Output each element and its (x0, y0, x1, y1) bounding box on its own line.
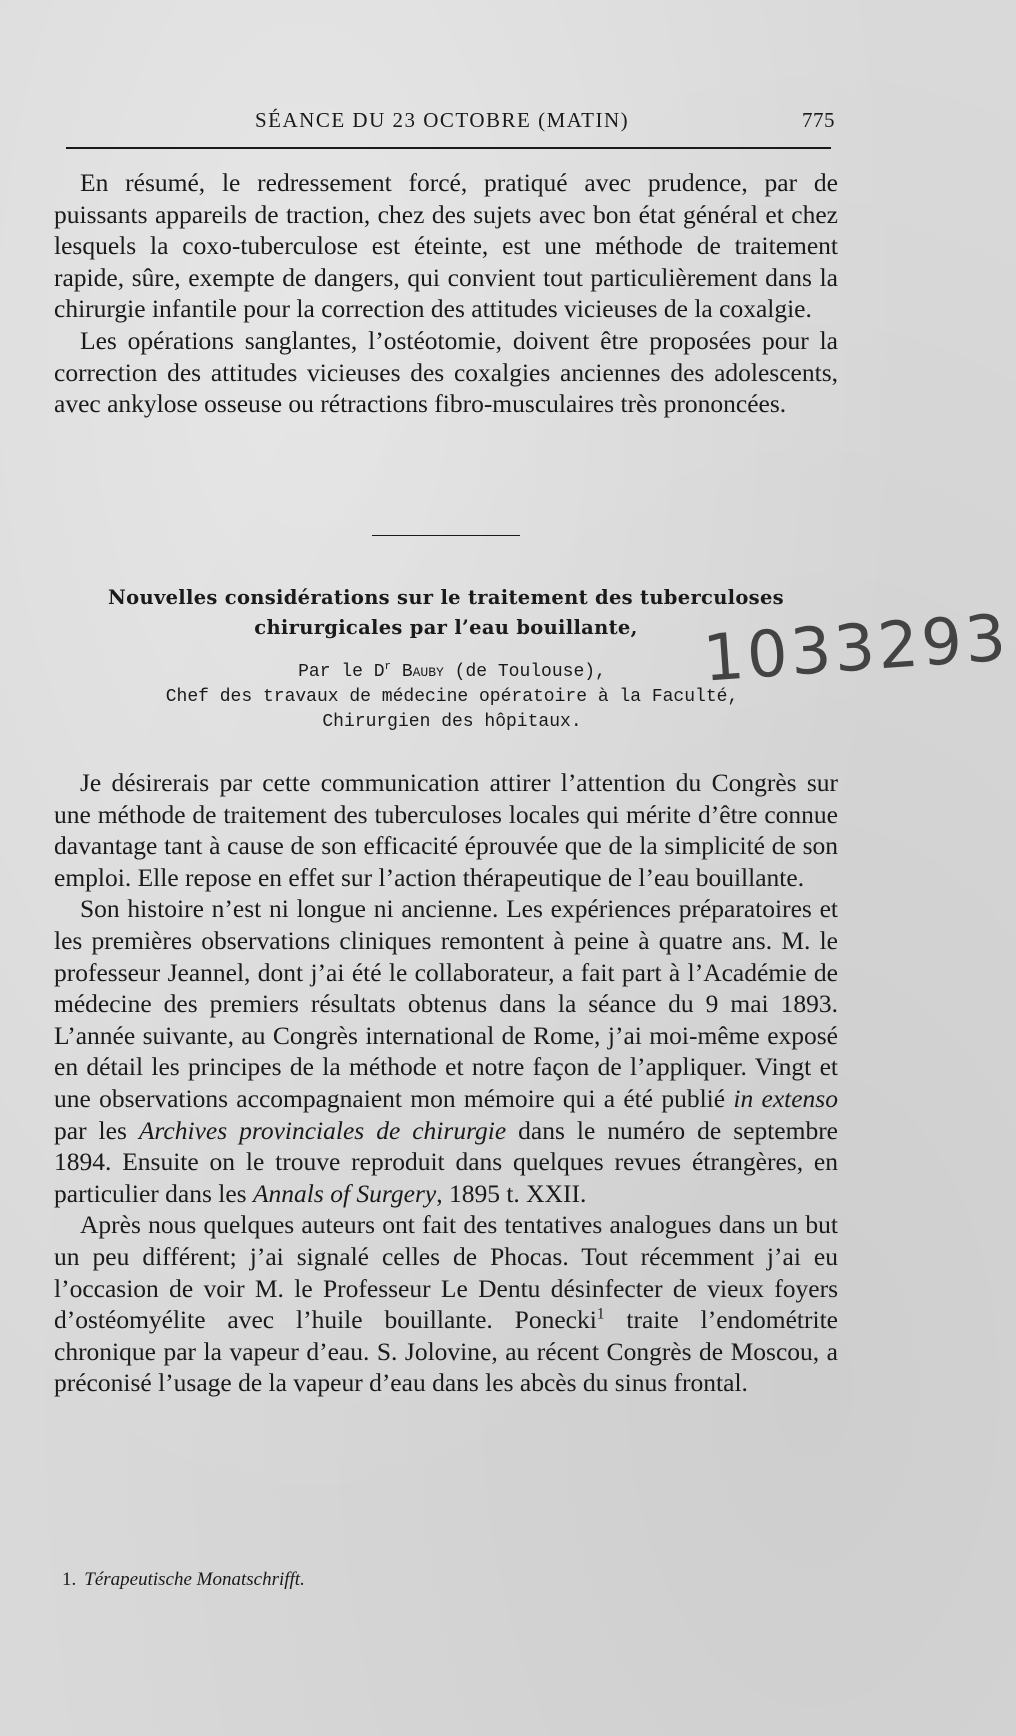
later-text-a: Après nous quelques auteurs ont fait des tentatives analogues dans un but un peu différent; j’ai signalé celles de Phocas. Tout récemment j’ai eu l’occasion de voir M. le Professeur Le Dentu désinfecter de vieux foyers d’ostéomyélite avec l’huile bouillante. Ponecki (54, 1210, 838, 1335)
section-divider (372, 535, 520, 536)
footnote-ref: 1 (596, 1305, 605, 1323)
byline-sup: r (384, 661, 392, 673)
footnote-text: Térapeutische Monatschrifft. (84, 1569, 305, 1590)
footnote (62, 1567, 842, 1593)
history-text-a: Son histoire n’est ni longue ni ancienne. Les expériences préparatoires et les premières observations cliniques remontent à peine à quatre ans. M. le professeur Jeannel, dont j’ai été le collaborateur, a fait part à l’Académie de médecine des premiers résultats obtenus dans la séance du 9 mai 1893. L’année suivante, au Congrès international de Rome, j’ai moi-même exposé en détail les principes de la méthode et notre façon de l’appliquer. Vingt et une observations accompagnaient mon mémoire qui a été publié (54, 894, 838, 1113)
author-name: Bauby (401, 662, 444, 682)
history-text-d: , 1895 t. XXII. (436, 1178, 587, 1208)
author-role-2: Chirurgien des hôpitaux. (322, 712, 582, 732)
article-body (54, 767, 838, 1399)
byline-prefix: Par le D (298, 662, 385, 682)
history-italic-in-extenso: in extenso (733, 1083, 838, 1113)
running-head (255, 108, 835, 138)
running-head-title: SÉANCE DU 23 OCTOBRE (MATIN) (255, 108, 630, 132)
handwritten-catalog-number: 1033293 (700, 601, 1012, 697)
paragraph-intro: Je désirerais par cette communication attirer l’attention du Congrès sur une méthode de traitement des tuberculoses locales qui mérite d’être connue davantage tant à cause de son efficacité éprouvée que de la simplicité de son emploi. Elle repose en effet sur l’action thérapeutique de l’eau bouillante. (54, 768, 838, 892)
author-role-1: Chef des travaux de médecine opératoire à la Faculté, (165, 687, 739, 707)
byline-suffix: (de Toulouse), (443, 662, 606, 682)
history-text-c: dans le numéro de septembre 1894. Ensuite on le trouve reproduit dans quelques revues étrangères, en particulier dans les (54, 1115, 838, 1208)
history-text-b: par les (54, 1115, 139, 1145)
header-rule (66, 147, 831, 149)
page-number: 775 (802, 108, 835, 132)
paragraph-later-authors (54, 1209, 838, 1399)
article-title-line-2: chirurgicales par l’eau bouillante, (254, 616, 638, 639)
paragraph-operations: Les opérations sanglantes, l’ostéotomie, doivent être proposées pour la correction des attitudes vicieuses des coxalgies anciennes des adolescents, avec ankylose osseuse ou rétractions fibro-musculaires très prononcées. (54, 325, 838, 419)
footnote-number: 1. (62, 1569, 77, 1590)
later-text-b: traite l’endométrite chronique par la vapeur d’eau. S. Jolovine, au récent Congrès de Moscou, a préconisé l’usage de la vapeur d’eau dans les abcès du sinus frontal. (54, 1305, 838, 1398)
history-italic-archives: Archives provinciales de chirurgie (138, 1115, 507, 1145)
paragraph-summary: En résumé, le redressement forcé, pratiqué avec prudence, par de puissants appareils de traction, chez des sujets avec bon état général et chez lesquels la coxo-tuberculose est éteinte, est une méthode de traitement rapide, sûre, exempte de dangers, qui convient tout particulièrement dans la chirurgie infantile pour la correction des attitudes vicieuses de la coxalgie. (54, 168, 838, 324)
article-title-line-1: Nouvelles considérations sur le traitement des tuberculoses (108, 586, 784, 609)
paragraph-history (54, 893, 838, 1209)
history-italic-annals: Annals of Surgery (252, 1178, 437, 1208)
conclusion-block (54, 167, 838, 420)
